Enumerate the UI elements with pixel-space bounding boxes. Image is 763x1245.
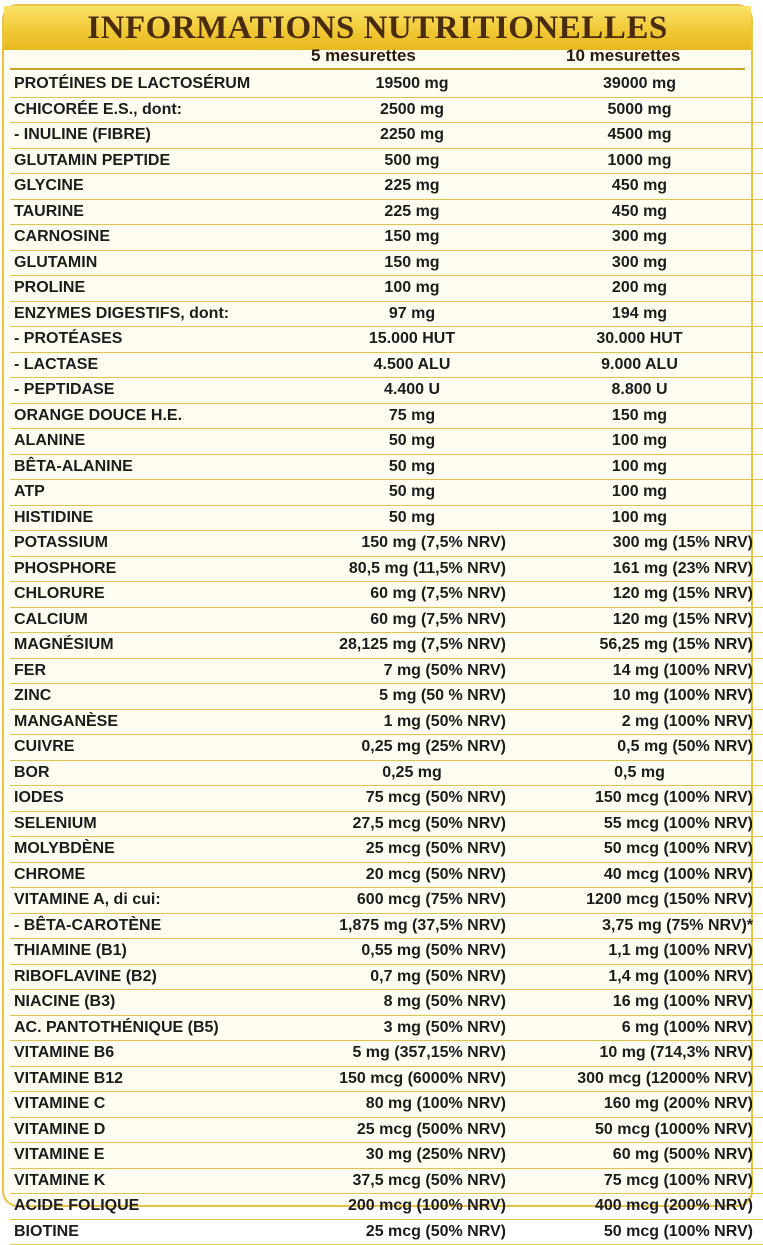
table-row (10, 480, 763, 506)
nutrient-name: RIBOFLAVINE (B2) (10, 964, 308, 990)
value-10-scoops: 3,75 mg (75% NRV)* (516, 913, 763, 939)
table-row (10, 658, 763, 684)
value-10-scoops: 150 mcg (100% NRV) (516, 786, 763, 812)
value-5-scoops: 50 mg (308, 454, 516, 480)
nutrient-name: PROLINE (10, 276, 308, 302)
value-5-scoops: 1 mg (50% NRV) (308, 709, 516, 735)
nutrient-name: MAGNÉSIUM (10, 633, 308, 659)
value-5-scoops: 5 mg (357,15% NRV) (308, 1041, 516, 1067)
table-row (10, 811, 763, 837)
value-10-scoops: 16 mg (100% NRV) (516, 990, 763, 1016)
table-row (10, 913, 763, 939)
nutrient-name: THIAMINE (B1) (10, 939, 308, 965)
nutrient-name: BOR (10, 760, 308, 786)
value-10-scoops: 56,25 mg (15% NRV) (516, 633, 763, 659)
value-10-scoops: 100 mg (516, 429, 763, 455)
nutrient-name: ENZYMES DIGESTIFS, dont: (10, 301, 308, 327)
table-row (10, 429, 763, 455)
value-5-scoops: 8 mg (50% NRV) (308, 990, 516, 1016)
table-row (10, 403, 763, 429)
nutrient-name: CHICORÉE E.S., dont: (10, 97, 308, 123)
value-10-scoops: 4500 mg (516, 123, 763, 149)
value-5-scoops: 30 mg (250% NRV) (308, 1143, 516, 1169)
value-5-scoops: 25 mcg (500% NRV) (308, 1117, 516, 1143)
value-10-scoops: 10 mg (714,3% NRV) (516, 1041, 763, 1067)
nutrient-name: ORANGE DOUCE H.E. (10, 403, 308, 429)
table-row (10, 199, 763, 225)
value-10-scoops: 1200 mcg (150% NRV) (516, 888, 763, 914)
table-row (10, 378, 763, 404)
table-row (10, 1015, 763, 1041)
nutrient-name: VITAMINE K (10, 1168, 308, 1194)
table-row (10, 1041, 763, 1067)
nutrient-name: CALCIUM (10, 607, 308, 633)
table-row (10, 786, 763, 812)
nutrient-name: VITAMINE B12 (10, 1066, 308, 1092)
value-10-scoops: 300 mg (516, 225, 763, 251)
table-row (10, 1143, 763, 1169)
column-header-10-scoops: 10 mesurettes (566, 46, 681, 65)
value-10-scoops: 6 mg (100% NRV) (516, 1015, 763, 1041)
value-5-scoops: 150 mg (7,5% NRV) (308, 531, 516, 557)
table-row (10, 1092, 763, 1118)
nutrient-name: VITAMINE B6 (10, 1041, 308, 1067)
value-5-scoops: 28,125 mg (7,5% NRV) (308, 633, 516, 659)
value-10-scoops: 300 mcg (12000% NRV) (516, 1066, 763, 1092)
nutrient-name: GLUTAMIN (10, 250, 308, 276)
value-5-scoops: 80 mg (100% NRV) (308, 1092, 516, 1118)
table-row (10, 97, 763, 123)
value-10-scoops: 300 mg (15% NRV) (516, 531, 763, 557)
value-10-scoops: 400 mcg (200% NRV) (516, 1194, 763, 1220)
table-row (10, 888, 763, 914)
table-row (10, 174, 763, 200)
value-5-scoops: 100 mg (308, 276, 516, 302)
value-10-scoops: 120 mg (15% NRV) (516, 582, 763, 608)
value-10-scoops: 0,5 mg (50% NRV) (516, 735, 763, 761)
value-10-scoops: 100 mg (516, 480, 763, 506)
nutrient-name: AC. PANTOTHÉNIQUE (B5) (10, 1015, 308, 1041)
value-5-scoops: 150 mg (308, 250, 516, 276)
table-row (10, 276, 763, 302)
nutrient-name: - LACTASE (10, 352, 308, 378)
value-10-scoops: 0,5 mg (516, 760, 763, 786)
nutrient-name: POTASSIUM (10, 531, 308, 557)
table-row (10, 148, 763, 174)
table-row (10, 760, 763, 786)
value-5-scoops: 97 mg (308, 301, 516, 327)
value-5-scoops: 5 mg (50 % NRV) (308, 684, 516, 710)
value-5-scoops: 20 mcg (50% NRV) (308, 862, 516, 888)
value-10-scoops: 14 mg (100% NRV) (516, 658, 763, 684)
value-5-scoops: 75 mg (308, 403, 516, 429)
value-5-scoops: 500 mg (308, 148, 516, 174)
value-5-scoops: 4.400 U (308, 378, 516, 404)
nutrient-name: CHLORURE (10, 582, 308, 608)
value-5-scoops: 50 mg (308, 429, 516, 455)
value-10-scoops: 50 mcg (1000% NRV) (516, 1117, 763, 1143)
table-row (10, 556, 763, 582)
value-10-scoops: 55 mcg (100% NRV) (516, 811, 763, 837)
value-5-scoops: 4.500 ALU (308, 352, 516, 378)
nutrient-name: CARNOSINE (10, 225, 308, 251)
table-row (10, 454, 763, 480)
value-5-scoops: 7 mg (50% NRV) (308, 658, 516, 684)
nutrient-name: FER (10, 658, 308, 684)
value-5-scoops: 2250 mg (308, 123, 516, 149)
value-5-scoops: 50 mg (308, 505, 516, 531)
table-row (10, 505, 763, 531)
value-10-scoops: 450 mg (516, 199, 763, 225)
table-row (10, 1168, 763, 1194)
table-row (10, 964, 763, 990)
value-10-scoops: 75 mcg (100% NRV) (516, 1168, 763, 1194)
table-row (10, 327, 763, 353)
value-10-scoops: 2 mg (100% NRV) (516, 709, 763, 735)
table-row (10, 633, 763, 659)
value-10-scoops: 200 mg (516, 276, 763, 302)
nutrient-name: BÊTA-ALANINE (10, 454, 308, 480)
value-10-scoops: 1,1 mg (100% NRV) (516, 939, 763, 965)
table-row (10, 582, 763, 608)
nutrient-name: HISTIDINE (10, 505, 308, 531)
value-5-scoops: 150 mg (308, 225, 516, 251)
column-header-5-scoops: 5 mesurettes (311, 46, 416, 65)
table-row (10, 1194, 763, 1220)
nutrient-name: CHROME (10, 862, 308, 888)
value-5-scoops: 60 mg (7,5% NRV) (308, 582, 516, 608)
value-5-scoops: 37,5 mcg (50% NRV) (308, 1168, 516, 1194)
value-10-scoops: 9.000 ALU (516, 352, 763, 378)
nutrient-name: NIACINE (B3) (10, 990, 308, 1016)
value-10-scoops: 40 mcg (100% NRV) (516, 862, 763, 888)
header-divider (10, 68, 745, 70)
table-row (10, 352, 763, 378)
value-5-scoops: 3 mg (50% NRV) (308, 1015, 516, 1041)
value-10-scoops: 5000 mg (516, 97, 763, 123)
value-5-scoops: 150 mcg (6000% NRV) (308, 1066, 516, 1092)
value-10-scoops: 8.800 U (516, 378, 763, 404)
nutrient-name: ALANINE (10, 429, 308, 455)
nutrient-name: VITAMINE A, di cui: (10, 888, 308, 914)
value-10-scoops: 1000 mg (516, 148, 763, 174)
value-5-scoops: 27,5 mcg (50% NRV) (308, 811, 516, 837)
nutrition-panel (2, 4, 753, 1240)
table-row (10, 72, 763, 97)
value-5-scoops: 0,7 mg (50% NRV) (308, 964, 516, 990)
table-row (10, 123, 763, 149)
table-row (10, 837, 763, 863)
value-5-scoops: 80,5 mg (11,5% NRV) (308, 556, 516, 582)
value-10-scoops: 100 mg (516, 454, 763, 480)
nutrient-name: - BÊTA-CAROTÈNE (10, 913, 308, 939)
value-5-scoops: 225 mg (308, 174, 516, 200)
value-10-scoops: 10 mg (100% NRV) (516, 684, 763, 710)
value-5-scoops: 0,55 mg (50% NRV) (308, 939, 516, 965)
value-10-scoops: 300 mg (516, 250, 763, 276)
nutrient-name: CUIVRE (10, 735, 308, 761)
value-5-scoops: 50 mg (308, 480, 516, 506)
value-10-scoops: 30.000 HUT (516, 327, 763, 353)
value-5-scoops: 2500 mg (308, 97, 516, 123)
value-10-scoops: 39000 mg (516, 72, 763, 97)
value-10-scoops: 160 mg (200% NRV) (516, 1092, 763, 1118)
nutrient-name: VITAMINE C (10, 1092, 308, 1118)
nutrient-name: GLUTAMIN PEPTIDE (10, 148, 308, 174)
table-row (10, 301, 763, 327)
value-5-scoops: 600 mcg (75% NRV) (308, 888, 516, 914)
value-5-scoops: 19500 mg (308, 72, 516, 97)
value-5-scoops: 1,875 mg (37,5% NRV) (308, 913, 516, 939)
table-row (10, 939, 763, 965)
value-10-scoops: 50 mcg (100% NRV) (516, 1219, 763, 1245)
value-5-scoops: 25 mcg (50% NRV) (308, 837, 516, 863)
value-10-scoops: 120 mg (15% NRV) (516, 607, 763, 633)
nutrient-name: BIOTINE (10, 1219, 308, 1245)
value-10-scoops: 161 mg (23% NRV) (516, 556, 763, 582)
table-row (10, 225, 763, 251)
table-row (10, 250, 763, 276)
table-row (10, 1066, 763, 1092)
nutrition-table (10, 72, 763, 1245)
value-5-scoops: 75 mcg (50% NRV) (308, 786, 516, 812)
table-row (10, 862, 763, 888)
value-10-scoops: 150 mg (516, 403, 763, 429)
nutrient-name: ZINC (10, 684, 308, 710)
table-row (10, 990, 763, 1016)
nutrient-name: ATP (10, 480, 308, 506)
value-10-scoops: 194 mg (516, 301, 763, 327)
nutrient-name: - PROTÉASES (10, 327, 308, 353)
nutrient-name: MANGANÈSE (10, 709, 308, 735)
table-row (10, 709, 763, 735)
value-10-scoops: 50 mcg (100% NRV) (516, 837, 763, 863)
nutrient-name: VITAMINE E (10, 1143, 308, 1169)
table-row (10, 735, 763, 761)
nutrient-name: IODES (10, 786, 308, 812)
page-title: INFORMATIONS NUTRITIONELLES (87, 10, 668, 46)
value-10-scoops: 60 mg (500% NRV) (516, 1143, 763, 1169)
nutrient-name: TAURINE (10, 199, 308, 225)
nutrient-name: - PEPTIDASE (10, 378, 308, 404)
value-5-scoops: 25 mcg (50% NRV) (308, 1219, 516, 1245)
nutrient-name: PROTÉINES DE LACTOSÉRUM (10, 72, 308, 97)
nutrient-name: VITAMINE D (10, 1117, 308, 1143)
value-5-scoops: 15.000 HUT (308, 327, 516, 353)
value-5-scoops: 60 mg (7,5% NRV) (308, 607, 516, 633)
value-5-scoops: 0,25 mg (308, 760, 516, 786)
table-row (10, 1117, 763, 1143)
nutrient-name: SELENIUM (10, 811, 308, 837)
table-row (10, 1219, 763, 1245)
value-5-scoops: 200 mcg (100% NRV) (308, 1194, 516, 1220)
table-row (10, 684, 763, 710)
nutrient-name: PHOSPHORE (10, 556, 308, 582)
nutrient-name: ACIDE FOLIQUE (10, 1194, 308, 1220)
value-5-scoops: 0,25 mg (25% NRV) (308, 735, 516, 761)
value-5-scoops: 225 mg (308, 199, 516, 225)
nutrient-name: - INULINE (FIBRE) (10, 123, 308, 149)
table-row (10, 607, 763, 633)
value-10-scoops: 100 mg (516, 505, 763, 531)
nutrient-name: GLYCINE (10, 174, 308, 200)
value-10-scoops: 450 mg (516, 174, 763, 200)
nutrient-name: MOLYBDÈNE (10, 837, 308, 863)
table-row (10, 531, 763, 557)
value-10-scoops: 1,4 mg (100% NRV) (516, 964, 763, 990)
